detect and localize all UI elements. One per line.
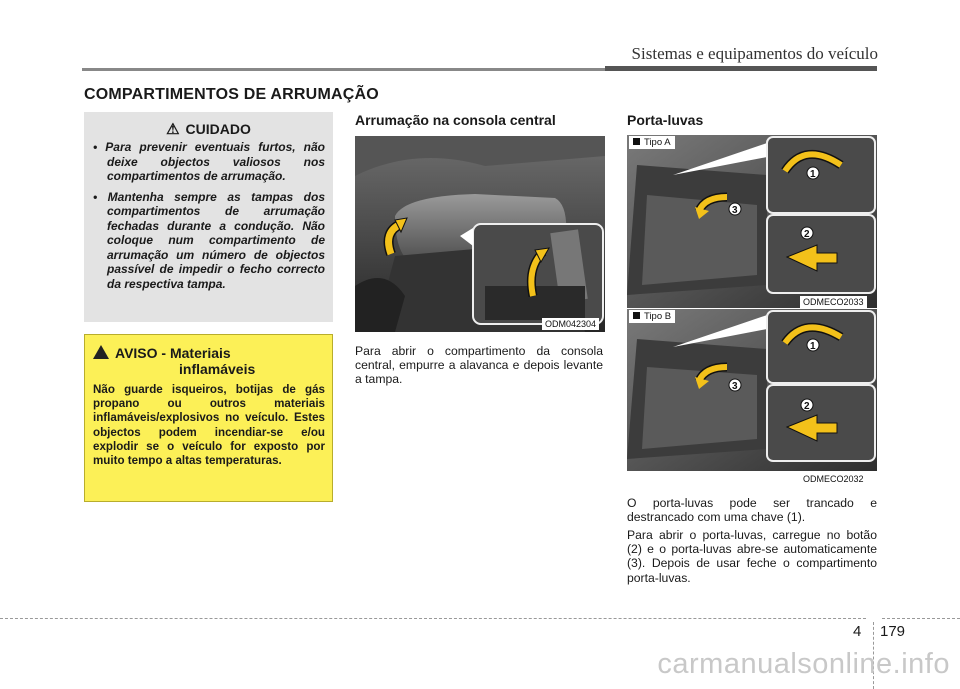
caution-box [84,112,333,322]
glovebox-illustration-a [627,135,877,308]
tipo-a-text: Tipo A [644,137,671,148]
caution-bullet: • Mantenha sempre as tampas dos compartimentos de arrumação fechadas durante a condução. Não coloque num compartimento de arrumação um número de objectos passível de impedir o fecho correcto da respectiva tampa. [93,189,325,291]
callout-3: 3 [732,381,738,392]
glovebox-photo-tipo-b [627,309,877,471]
warning-title-line2: inflamáveis [179,361,256,377]
tipo-b-label [629,310,675,323]
console-heading: Arrumação na consola central [355,112,556,128]
warning-title-line1: AVISO - Materiais [115,345,231,361]
header-rule-accent [605,66,877,71]
callout-2: 2 [804,229,810,240]
callout-1: 1 [810,341,816,352]
caution-bullet: • Para prevenir eventuais furtos, não deixe objectos valiosos nos compartimentos de arrumação. [93,140,325,183]
page-title: COMPARTIMENTOS DE ARRUMAÇÃO [84,86,379,103]
image-code-a: ODMECO2033 [800,296,867,308]
watermark: carmanualsonline.info [657,648,950,680]
footer-rule [0,618,866,619]
callout-2: 2 [804,401,810,412]
console-illustration [355,136,605,332]
glovebox-text-1: O porta-luvas pode ser trancado e destrancado com uma chave (1). [627,496,877,525]
section-header-title: Sistemas e equipamentos do veículo [631,44,878,63]
callout-1: 1 [810,169,816,180]
tipo-a-label [629,136,675,149]
warning-triangle-icon: ⚠ [166,121,180,138]
glovebox-illustration-b [627,309,877,471]
warning-title [93,345,325,377]
chapter-number: 4 [853,623,862,640]
glovebox-text-2: Para abrir o porta-luvas, carregue no botão (2) e o porta-luvas abre-se automaticamente (3). Depois de usar feche o compartimento porta-luvas. [627,528,877,585]
tipo-b-text: Tipo B [644,311,672,322]
page-number: 179 [880,623,906,640]
glovebox-heading: Porta-luvas [627,112,704,128]
console-photo [355,136,605,332]
square-bullet-icon [633,312,640,319]
warning-box [84,334,333,502]
square-bullet-icon [633,138,640,145]
image-code: ODM042304 [542,318,599,330]
caution-title-text: CUIDADO [185,121,251,137]
caution-list [93,140,325,297]
image-code-b: ODMECO2032 [800,473,867,485]
footer-rule-right [882,618,960,619]
console-text: Para abrir o compartimento da consola central, empurre a alavanca e depois levante a tampa. [355,344,603,387]
glovebox-photo-tipo-a [627,135,877,308]
warning-triangle-icon [93,345,109,359]
caution-title [84,120,333,138]
warning-text: Não guarde isqueiros, botijas de gás propano ou outros materiais inflamáveis/explosivos no veículo. Estes objectos podem incendiar-se e/ou explodir se o veículo for exposto por muito tempo a altas temperaturas. [93,383,325,468]
callout-3: 3 [732,205,738,216]
